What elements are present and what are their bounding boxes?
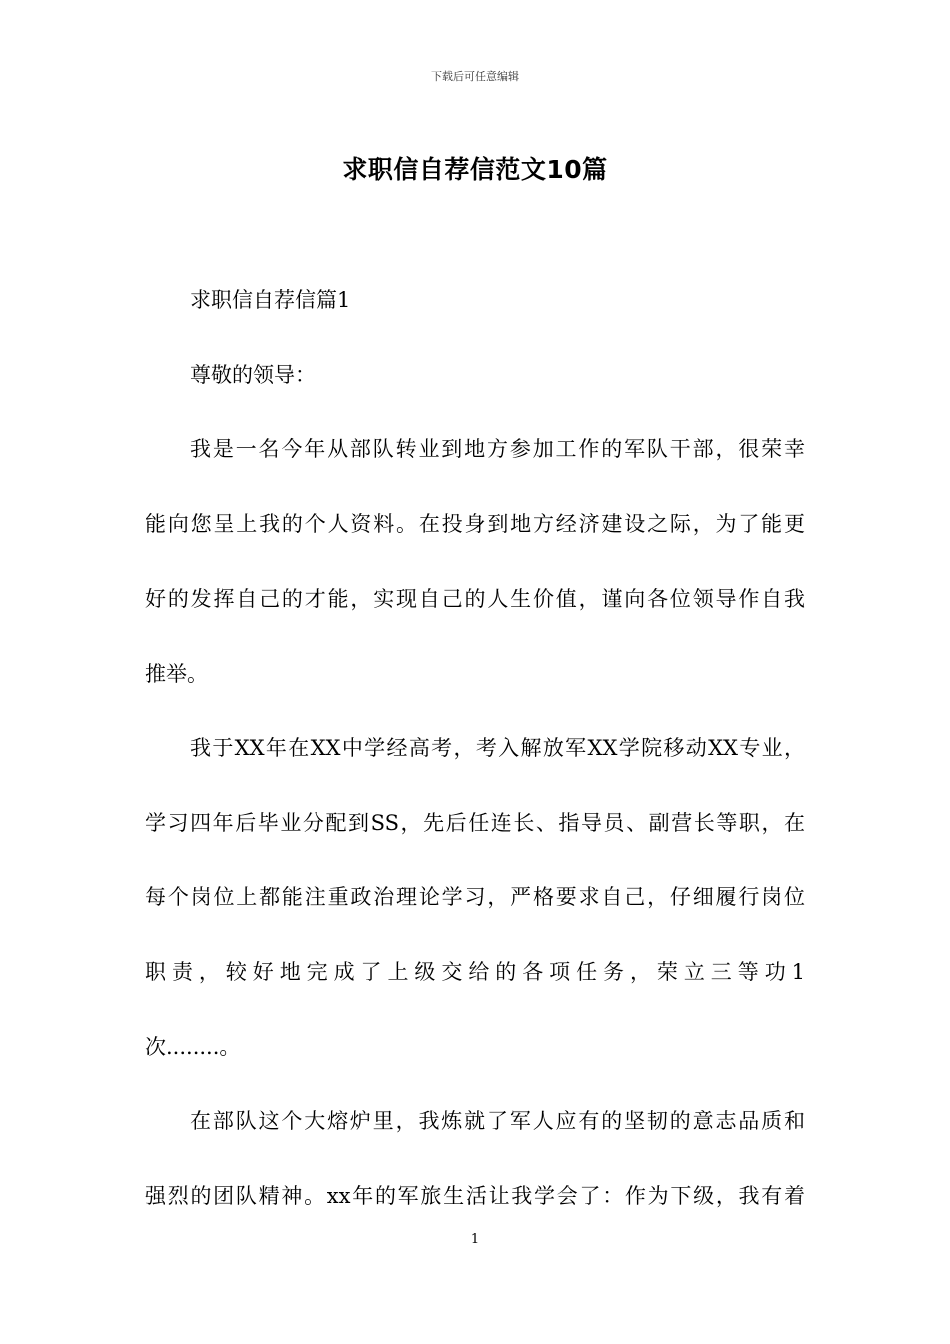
header-note: 下载后可任意编辑	[431, 70, 519, 83]
paragraph-line: 次........。	[145, 1035, 241, 1059]
document-title: 求职信自荐信范文10篇	[342, 155, 608, 184]
paragraph-line: 我是一名今年从部队转业到地方参加工作的军队干部，很荣幸	[190, 437, 805, 461]
paragraph-line: 我于XX年在XX中学经高考，考入解放军XX学院移动XX专业，	[190, 736, 805, 760]
paragraph-line: 能向您呈上我的个人资料。在投身到地方经济建设之际，为了能更	[145, 512, 805, 536]
paragraph-line: 职责，较好地完成了上级交给的各项任务，荣立三等功1	[145, 960, 805, 984]
paragraph-line: 好的发挥自己的才能，实现自己的人生价值，谨向各位领导作自我	[145, 587, 805, 611]
paragraph-line: 每个岗位上都能注重政治理论学习，严格要求自己，仔细履行岗位	[145, 885, 805, 909]
paragraph-line: 学习四年后毕业分配到SS，先后任连长、指导员、副营长等职，在	[145, 811, 805, 835]
paragraph-line: 在部队这个大熔炉里，我炼就了军人应有的坚韧的意志品质和	[190, 1109, 805, 1133]
salutation: 尊敬的领导：	[190, 363, 316, 387]
page-number: 1	[470, 1232, 480, 1247]
paragraph-line: 推举。	[145, 662, 208, 686]
paragraph-line: 强烈的团队精神。xx年的军旅生活让我学会了：作为下级，我有着	[145, 1184, 805, 1208]
section-heading: 求职信自荐信篇1	[190, 288, 351, 312]
